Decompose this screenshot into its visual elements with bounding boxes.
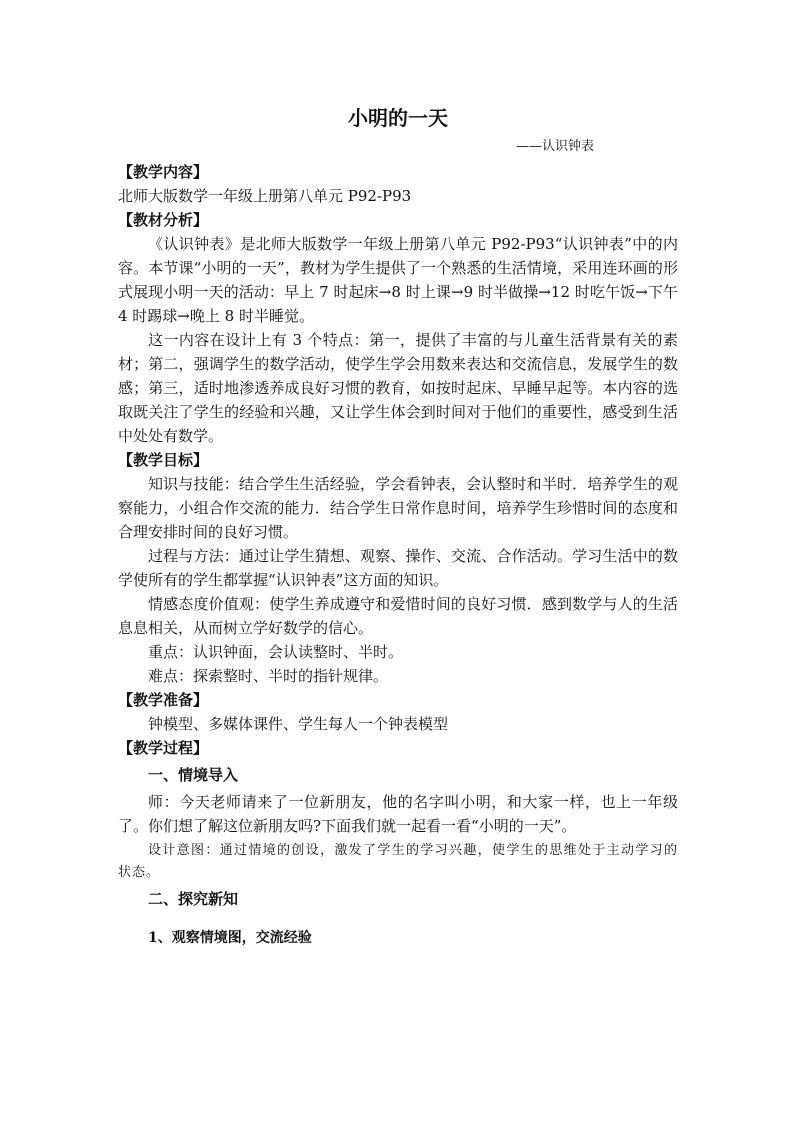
analysis-paragraph-2: 这一内容在设计上有 3 个特点：第一，提供了丰富的与儿童生活背景有关的素材；第二，强调学生的数学活动，使学生学会用数来表达和交流信息，发展学生的数感；第三，适时地渗透养成良好习惯的教育，如按时起床、早睡早起等。本内容的选取既关注了学生的经验和兴趣，又让学生体会到时间对于他们的重要性，感受到生活中处处有数学。: [118, 331, 678, 445]
part2-heading: 二、探究新知: [148, 890, 239, 908]
step1-heading: 1、观察情境图，交流经验: [148, 930, 312, 946]
difficulty-point: 难点：探索整时、半时的指针规律。: [148, 667, 389, 685]
section-heading-analysis: 【教材分析】: [118, 211, 209, 229]
section-heading-goals: 【教学目标】: [118, 451, 209, 469]
part1-design-intent: 设计意图：通过情境的创设，激发了学生的学习兴趣，使学生的思维处于主动学习的状态。: [118, 843, 678, 880]
section-heading-process: 【教学过程】: [118, 739, 209, 757]
goals-paragraph-1: 知识与技能：结合学生生活经验，学会看钟表，会认整时和半时．培养学生的观察能力，小组合作交流的能力．结合学生日常作息时间，培养学生珍惜时间的态度和合理安排时间的良好习惯。: [118, 475, 678, 541]
prep-text: 钟模型、多媒体课件、学生每人一个钟表模型: [148, 715, 449, 733]
part1-text: 师：今天老师请来了一位新朋友，他的名字叫小明，和大家一样，也上一年级了。你们想了解这位新朋友吗?下面我们就一起看一看“小明的一天”。: [118, 793, 678, 835]
content-text: 北师大版数学一年级上册第八单元 P92-P93: [118, 187, 412, 205]
goals-paragraph-3: 情感态度价值观：使学生养成遵守和爱惜时间的良好习惯．感到数学与人的生活息息相关，从而树立学好数学的信心。: [118, 595, 678, 637]
document-subtitle: ——认识钟表: [515, 139, 594, 154]
section-heading-prep: 【教学准备】: [118, 691, 209, 709]
part1-heading: 一、情境导入: [148, 766, 239, 784]
analysis-paragraph-1: 《认识钟表》是北师大版数学一年级上册第八单元 P92-P93“认识钟表”中的内容。本节课“小明的一天”，教材为学生提供了一个熟悉的生活情境，采用连环画的形式展现小明一天的活动：早上 7 时起床→8 时上课→9 时半做操→12 时吃午饭→下午 4 时踢球→晚上 8 时半睡觉。: [118, 235, 678, 325]
goals-paragraph-2: 过程与方法：通过让学生猜想、观察、操作、交流、合作活动。学习生活中的数学使所有的学生都掌握“认识钟表”这方面的知识。: [118, 547, 678, 589]
document-title: 小明的一天: [348, 106, 448, 130]
document-page: [118, 104, 678, 950]
section-heading-content: 【教学内容】: [118, 163, 209, 181]
key-point: 重点：认识钟面，会认读整时、半时。: [148, 643, 404, 661]
